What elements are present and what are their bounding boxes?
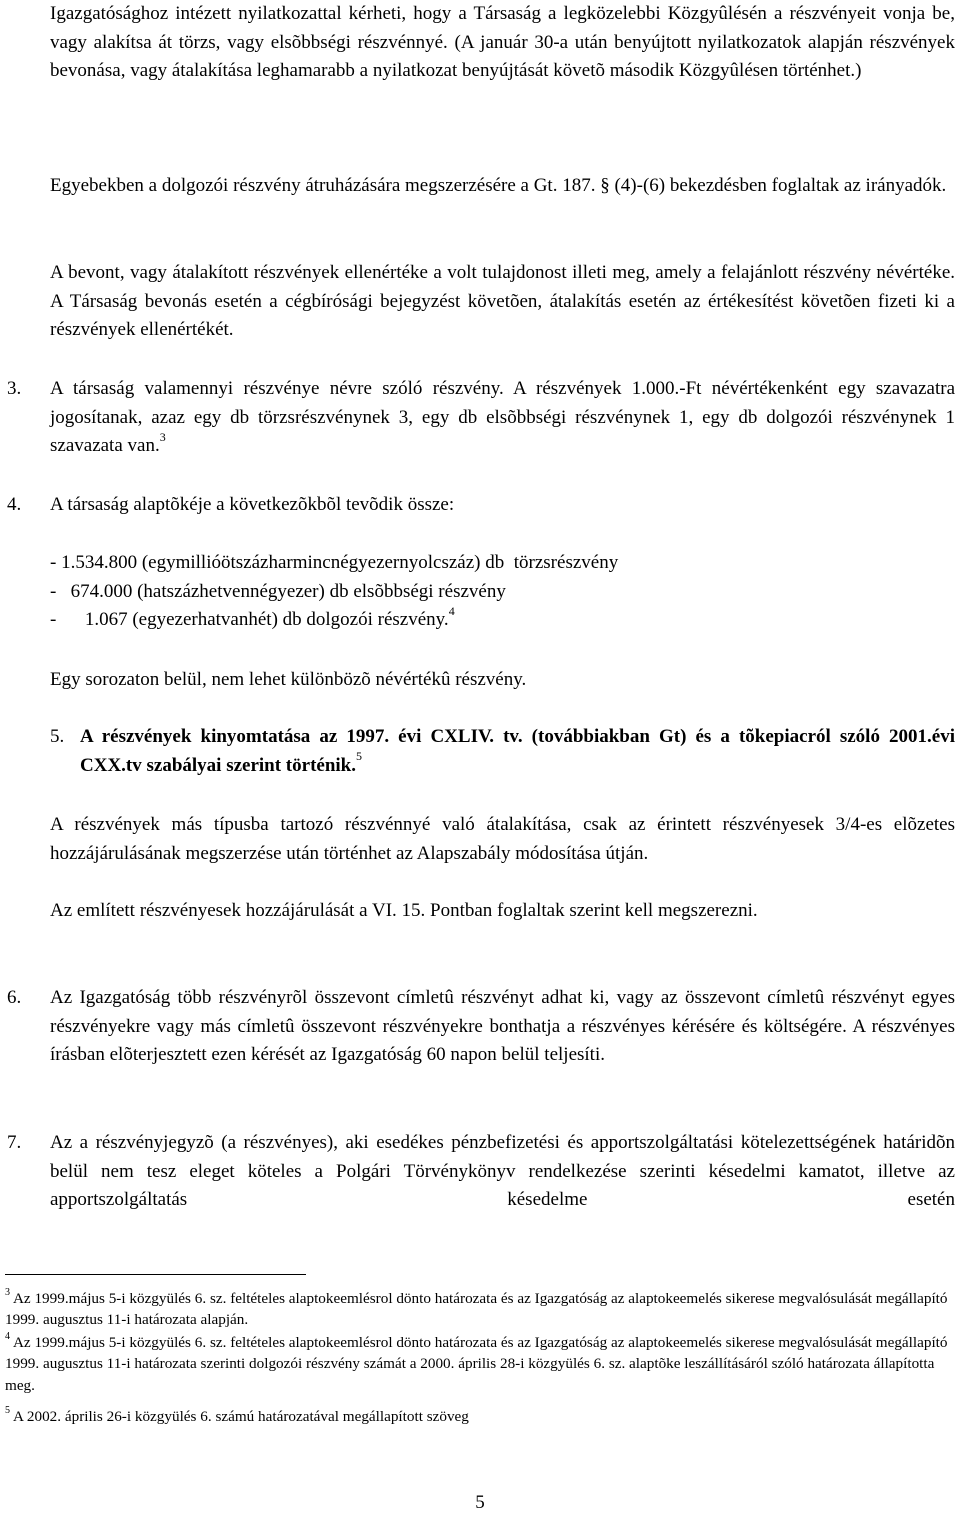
list-item: - 1.067 (egyezerhatvanhét) db dolgozói részvény.$^4$ (50, 603, 455, 630)
footnote-text: Az 1999.május 5-i közgyülés 6. sz. feltételes alaptokeemlésrol dönto határozata és az Igazgatóság az alaptokeemelés sikerese megvalósulását megállapító 1999. augusztus 11-i határozata alapján. (5, 1290, 948, 1329)
section-number: 5. (50, 726, 65, 747)
footnote-text: Az 1999.május 5-i közgyülés 6. sz. feltételes alaptokeemlésrol dönto határozata és az Igazgatóság az alaptokeemelés sikerese megvalósulását megállapító 1999. augusztus 11-i határozata szerinti dolgozói részvény számát a 2000. április 28-i közgyülés 6. sz. alaptõke leszállításáról szóló határozata állapította meg. (5, 1334, 948, 1394)
page-number: 5 (475, 1492, 485, 1513)
paragraph-text: Egy sorozaton belül, nem lehet különbözõ névértékû részvény. (50, 669, 527, 690)
footnote-ref: 5 (356, 749, 362, 764)
paragraph-text: Egyebekben a dolgozói részvény átruházására megszerzésére a Gt. 187. § (4)-(6) bekezdésben foglaltak az irányadók. (50, 175, 947, 196)
section-number: 7. (7, 1132, 22, 1153)
paragraph-text: Az Igazgatóság több részvényrõl összevont címletû részvényt adhat ki, vagy az összevont címletû részvényt egyes részvényekre vagy más címletû összevont részvényekre bonthatja a részvényes kérésére és költségére. A részvényes írásban elõterjesztett ezen kérését az Igazgatóság 60 napon belül teljesíti. (50, 987, 955, 1065)
paragraph-continuation (50, 0, 955, 86)
section-number: 3. (7, 378, 22, 399)
list-item: - 1.534.800 (egymillióötszázharmincnégyezernyolcszáz) db törzsrészvény (50, 552, 619, 573)
section-7-text (50, 1129, 955, 1215)
footnote (5, 1406, 950, 1427)
section-text: A társaság valamennyi részvénye névre szóló részvény. A részvények 1.000.-Ft névértékenként egy szavazatra jogosítanak, azaz egy db törzsrészvénynek 3, egy db elsõbbségi részvénynek 1, egy db dolgozói részvénynek 1 szavazata van. (50, 378, 955, 456)
paragraph-text: A részvények más típusba tartozó részvénnyé való átalakítása, csak az érintett részvényesek 3/4-es elõzetes hozzájárulásának megszerzése után történhet az Alapszabály módosítása útján. (50, 814, 955, 864)
paragraph-text: Az a részvényjegyzõ (a részvényes), aki esedékes pénzbefizetési és apportszolgáltatási kötelezettségének határidõn belül nem tesz eleget köteles a Polgári Törvénykönyv rendelkezése szerinti késedelmi kamatot, illetve az apportszolgáltatás késedelme esetén (50, 1132, 955, 1210)
footnote-divider (5, 1274, 306, 1275)
paragraph-withdrawn-shares (50, 259, 955, 345)
footnote-ref: 4 (448, 603, 455, 618)
footnote-mark: 3 (5, 1286, 10, 1298)
section-5-heading (80, 723, 955, 780)
section-5-paragraph-2 (50, 897, 955, 926)
footnote-mark: 4 (5, 1330, 10, 1342)
paragraph-employee-shares (50, 172, 955, 201)
footnote (5, 1288, 950, 1331)
paragraph-text: A bevont, vagy átalakított részvények ellenértéke a volt tulajdonost illeti meg, amely a felajánlott részvény névértéke. A Társaság bevonás esetén a cégbírósági bejegyzést követõen, átalakítás esetén az értékesítést követõen fizeti ki a részvények ellenértékét. (50, 262, 955, 340)
paragraph-text: Igazgatósághoz intézett nyilatkozattal kérheti, hogy a Társaság a legközelebbi Közgyûlésén a részvényeit vonja be, vagy alakítsa át törzs, vagy elsõbbségi részvénnyé. (A január 30-a után benyújtott nyilatkozatok alapján részvények bevonása, vagy átalakítása leghamarabb a nyilatkozat benyújtását követõ második Közgyûlésen történhet.) (50, 3, 955, 81)
paragraph-text: Az említett részvényesek hozzájárulását a VI. 15. Pontban foglaltak szerint kell megszerezni. (50, 900, 758, 921)
section-heading: A részvények kinyomtatása az 1997. évi CXLIV. tv. (továbbiakban Gt) és a tõkepiacról szóló 2001.évi CXX.tv szabályai szerint történik. (80, 726, 955, 776)
share-breakdown-list (50, 549, 955, 635)
section-4-note (50, 666, 955, 695)
section-4-heading (50, 491, 955, 520)
section-6-text (50, 984, 955, 1070)
list-item: - 674.000 (hatszázhetvennégyezer) db elsõbbségi részvény (50, 580, 506, 602)
section-number: 6. (7, 987, 22, 1008)
footnote-ref: 3 (159, 429, 166, 444)
footnote (5, 1332, 950, 1396)
footnote-mark: 5 (5, 1404, 10, 1416)
section-3-text (50, 375, 955, 461)
section-text: A társaság alaptõkéje a következõkbõl tevõdik össze: (50, 494, 455, 515)
footnote-text: A 2002. április 26-i közgyülés 6. számú határozatával megállapított szöveg (10, 1408, 469, 1425)
section-5-paragraph-1 (50, 811, 955, 868)
section-number: 4. (7, 494, 22, 515)
